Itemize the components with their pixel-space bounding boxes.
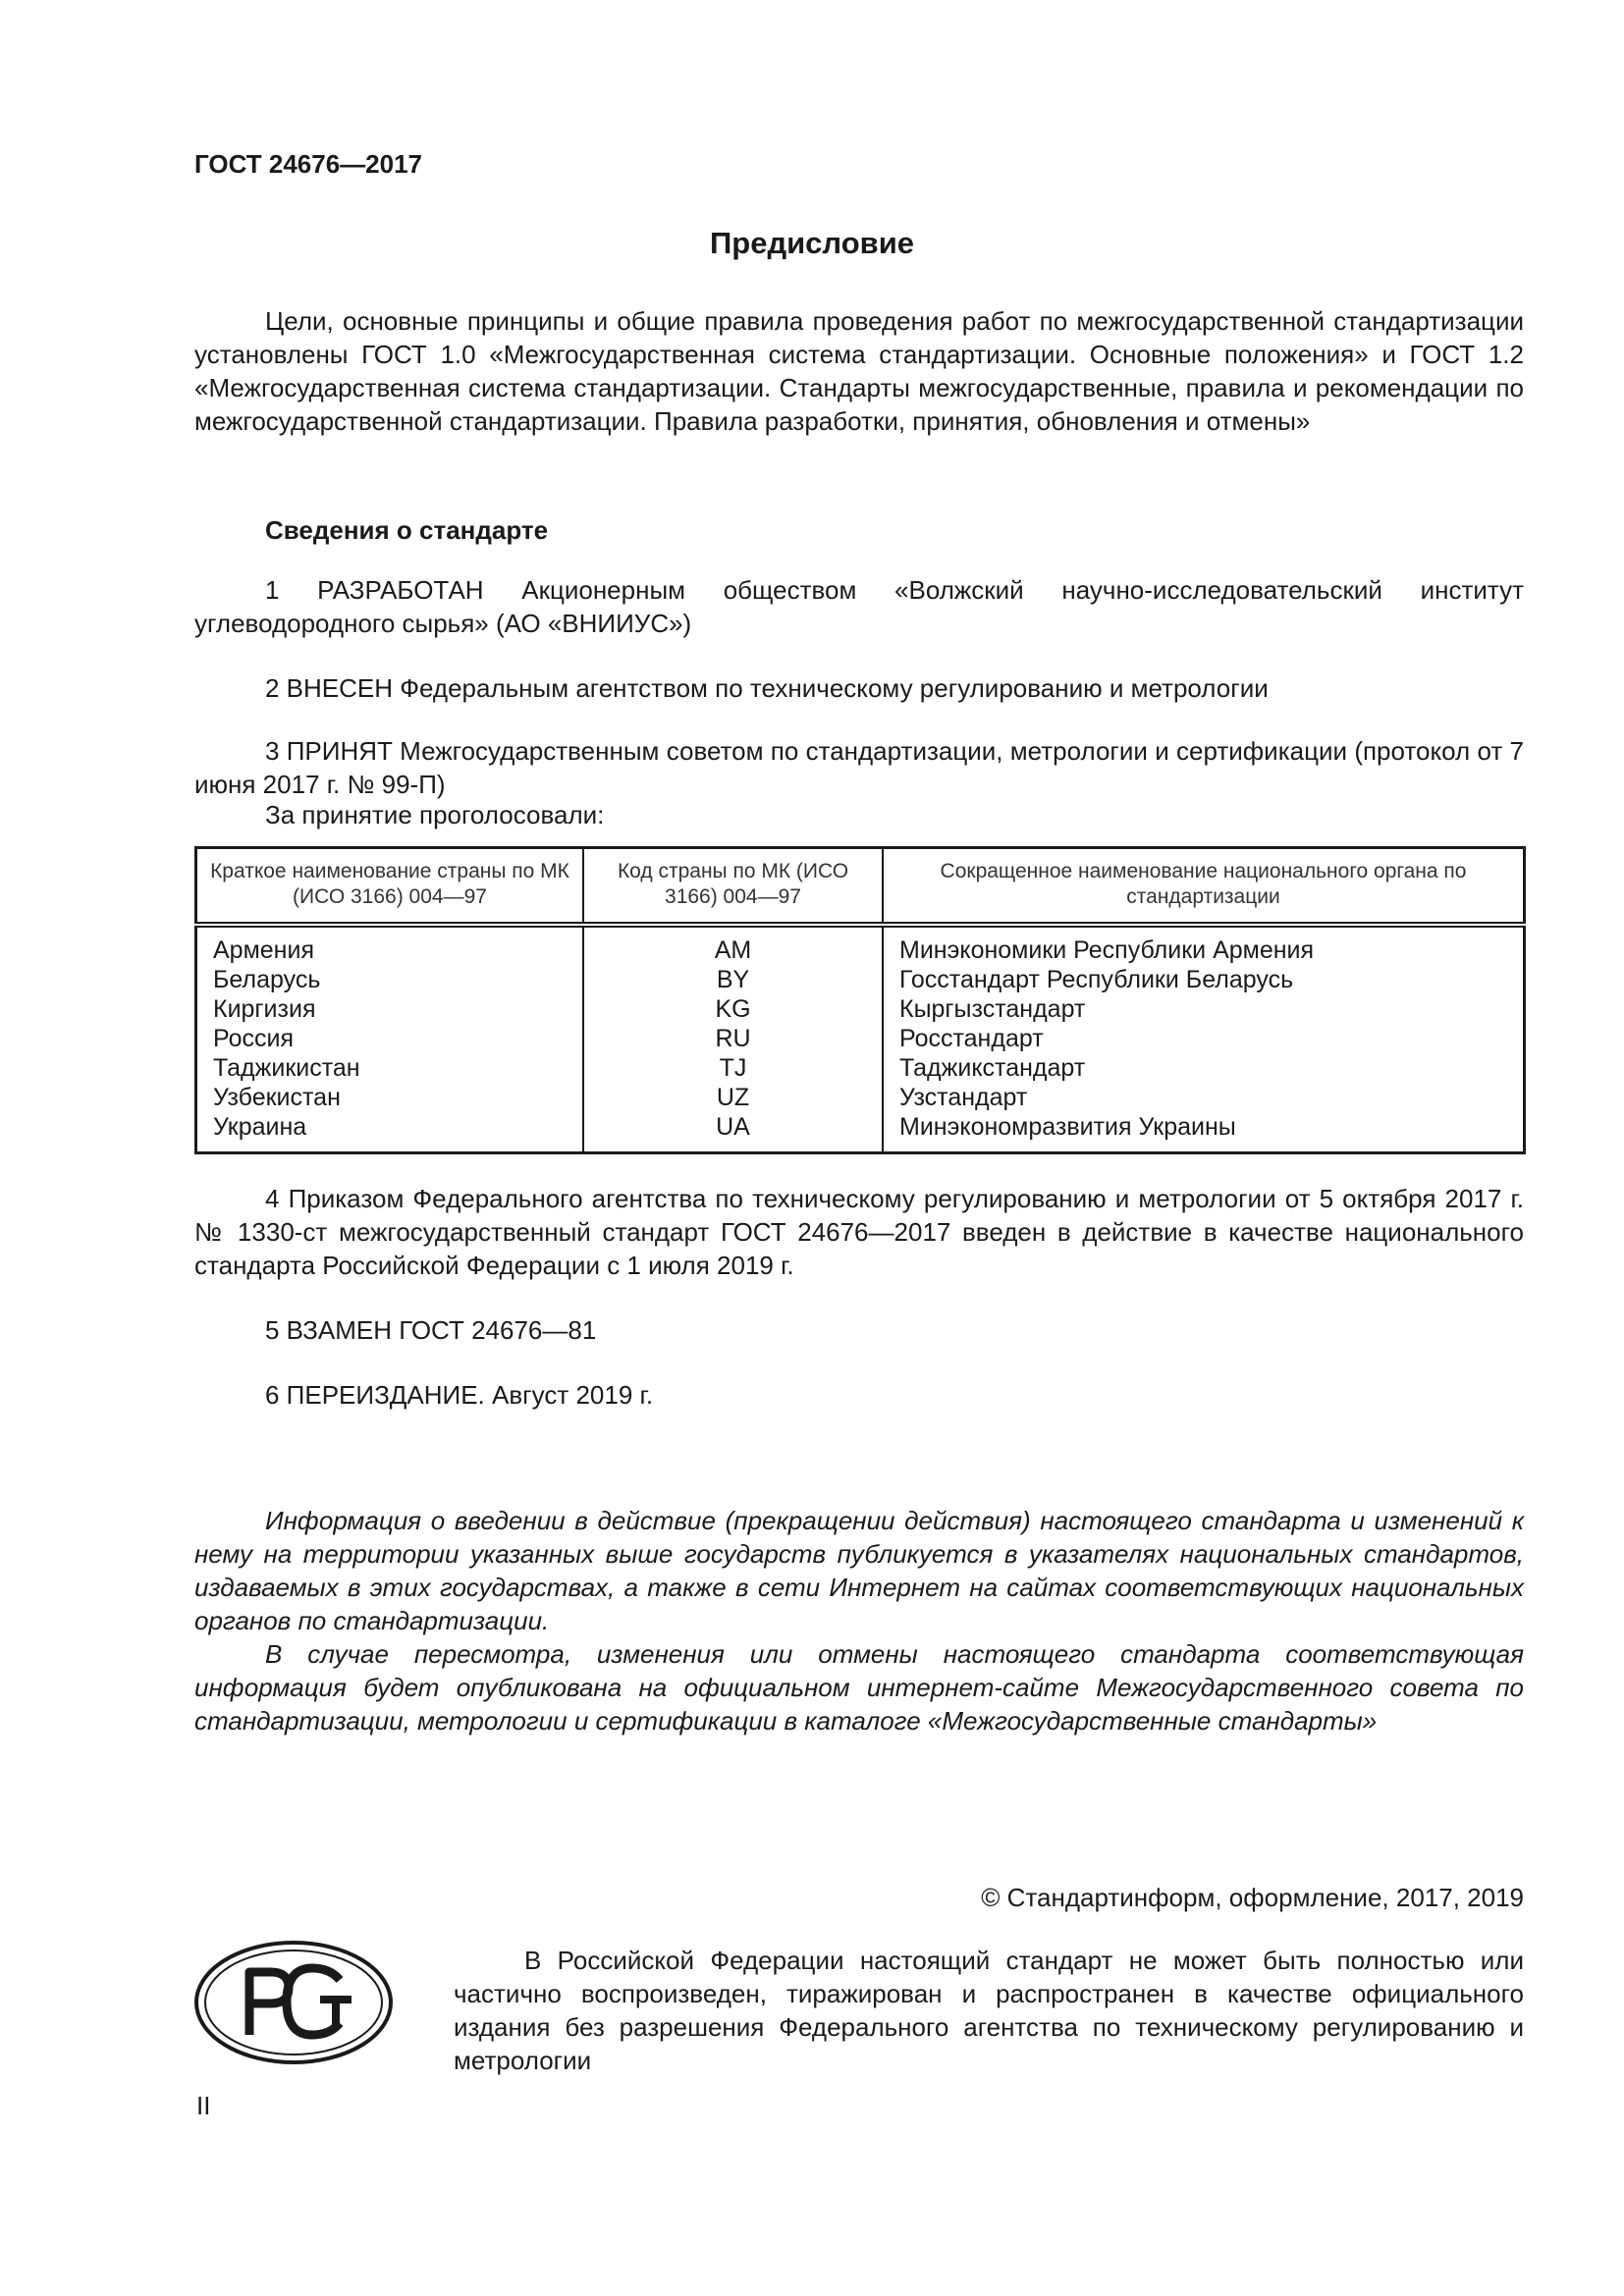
member-states-table <box>194 846 1526 1154</box>
table-row <box>196 925 1525 965</box>
rst-logo-icon <box>192 1939 395 2066</box>
country-code: TJ <box>583 1053 883 1083</box>
country-name: Беларусь <box>196 965 584 994</box>
country-name: Украина <box>196 1112 584 1153</box>
item-reissue: 6 ПЕРЕИЗДАНИЕ. Август 2019 г. <box>265 1380 654 1410</box>
standards-body: Минэкономики Республики Армения <box>899 936 1315 964</box>
country-name: Таджикистан <box>196 1053 584 1083</box>
country-name: Армения <box>196 925 584 965</box>
document-code: ГОСТ 24676—2017 <box>194 149 422 179</box>
item-developed: 1 РАЗРАБОТАН Акционерным обществом «Волжский научно-исследовательский институт углеводородного сырья» (АО «ВНИИУС») <box>194 575 1524 638</box>
item-adopted: 3 ПРИНЯТ Межгосударственным советом по стандартизации, метрологии и сертификации (протокол от 7 июня 2017 г. № 99-П) <box>194 736 1524 799</box>
item-order: 4 Приказом Федерального агентства по техническому регулированию и метрологии от 5 октября 2017 г. № 1330-ст межгосударственный стандарт ГОСТ 24676—2017 введен в действие в качестве национального стандарта Российской Федерации с 1 июля 2019 г. <box>194 1184 1524 1280</box>
notice-paragraph-1: Информация о введении в действие (прекращении действия) настоящего стандарта и изменений к нему на территории указанных выше государств публикуется в указателях национальных стандартов, издаваемых в этих государствах, а также в сети Интернет на сайтах соответствующих национальных органов по стандартизации. <box>194 1506 1524 1635</box>
table-row <box>196 1083 1525 1112</box>
country-code: KG <box>583 994 883 1024</box>
country-code: AM <box>583 925 883 965</box>
country-code: BY <box>583 965 883 994</box>
standards-body: Минэкономразвития Украины <box>899 1113 1236 1141</box>
intro-paragraph: Цели, основные принципы и общие правила проведения работ по межгосударственной стандартизации установлены ГОСТ 1.0 «Межгосударственная система стандартизации. Основные положения» и ГОСТ 1.2 «Межгосударственная система стандартизации. Стандарты межгосударственные, правила и рекомендации по межгосударственной стандартизации. Правила разработки, принятия, обновления и отмены» <box>194 306 1524 436</box>
page-number: II <box>196 2091 211 2120</box>
standards-body: Росстандарт <box>899 1025 1044 1052</box>
table-header-row <box>196 848 1525 926</box>
country-name: Россия <box>196 1024 584 1053</box>
country-name: Киргизия <box>196 994 584 1024</box>
header-country-name: Краткое наименование страны по МК (ИСО 3166) 004—97 <box>196 848 584 926</box>
country-code: RU <box>583 1024 883 1053</box>
country-code: UZ <box>583 1083 883 1112</box>
table-row <box>196 1112 1525 1153</box>
item-replaces: 5 ВЗАМЕН ГОСТ 24676—81 <box>265 1315 597 1345</box>
standards-body: Узстандарт <box>899 1084 1028 1111</box>
standards-body: Госстандарт Республики Беларусь <box>899 966 1294 993</box>
legal-notice: В Российской Федерации настоящий стандарт не может быть полностью или частично воспроизведен, тиражирован и распространен в качестве официального издания без разрешения Федерального агентства по техническому регулированию и метрологии <box>454 1946 1524 2075</box>
header-country-code: Код страны по МК (ИСО 3166) 004—97 <box>583 848 883 926</box>
table-row <box>196 965 1525 994</box>
country-name: Узбекистан <box>196 1083 584 1112</box>
standards-body: Кыргызстандарт <box>899 995 1086 1023</box>
notice-paragraph-2: В случае пересмотра, изменения или отмены настоящего стандарта соответствующая информация будет опубликована на официальном интернет-сайте Межгосударственного совета по стандартизации, метрологии и сертификации в каталоге «Межгосударственные стандарты» <box>194 1639 1524 1735</box>
table-row <box>196 1053 1525 1083</box>
votes-label: За принятие проголосовали: <box>265 800 605 829</box>
item-introduced: 2 ВНЕСЕН Федеральным агентством по техническому регулированию и метрологии <box>265 673 1269 703</box>
table-row <box>196 1024 1525 1053</box>
table-row <box>196 994 1525 1024</box>
country-code: UA <box>583 1112 883 1153</box>
copyright-notice: © Стандартинформ, оформление, 2017, 2019 <box>981 1883 1524 1912</box>
page-title: Предисловие <box>709 226 914 260</box>
standards-body: Таджикстандарт <box>899 1054 1086 1082</box>
header-standards-body: Сокращенное наименование национального органа по стандартизации <box>883 848 1525 926</box>
info-heading: Сведения о стандарте <box>265 515 549 545</box>
